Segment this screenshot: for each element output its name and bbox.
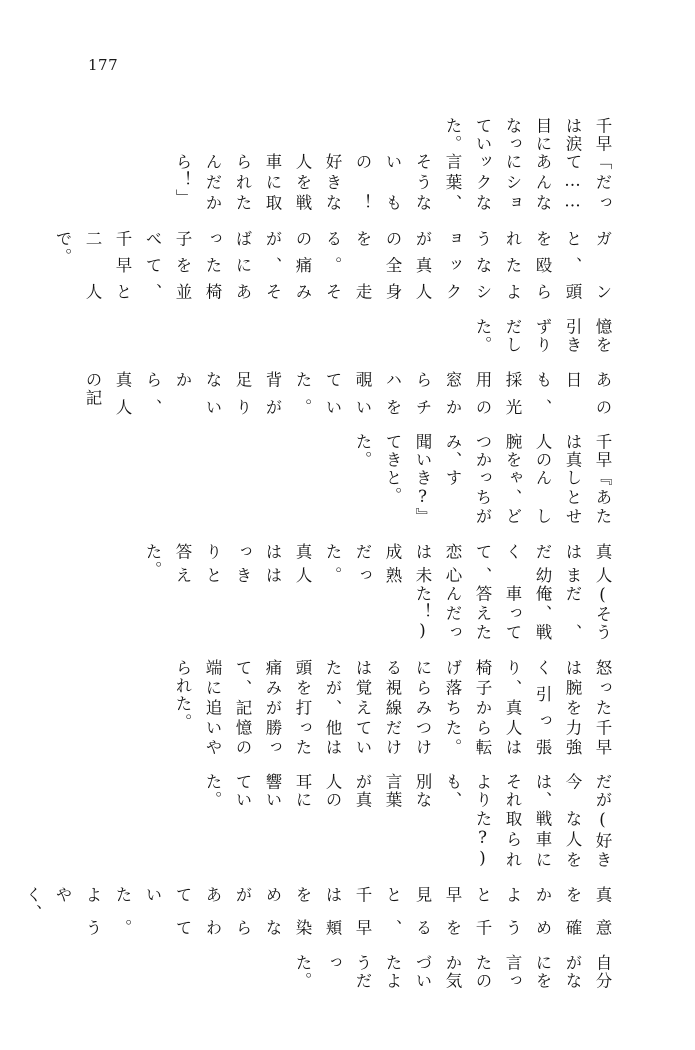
- paragraph: 自分がなにを言ったのか気づいたようだった。: [293, 953, 612, 990]
- paragraph: (好きな人を戦車に取られた?): [473, 809, 612, 869]
- paragraph: 『あたしとせんしゃ、どっちがすき?』と。: [383, 469, 612, 527]
- paragraph: 千早は真人の腕をつかみ、聞いてきた。: [353, 433, 612, 470]
- paragraph: 怒った千早は腕を力強く引っ張り、真人は椅子から転げ落ちた。にらみつける視線だけは覚えていたが、他は頭を打った痛みが勝って、記憶の端に追いやられた。: [173, 658, 612, 757]
- paragraph: 真意を確かめようと千早を見ると、千早は頬を染めながらあわてていた。ようやく、: [23, 885, 612, 937]
- paragraph: (そうだ、俺、戦車って答えたんだった！): [413, 584, 612, 642]
- paragraph: あの日も、採光用の窓からチハを覗いていた。背が足りないから、真人の記: [83, 370, 612, 417]
- paragraph: 憶を引きずりだした。: [473, 317, 612, 354]
- paragraph: だが今は、それよりも、別な言葉が真人の耳に響いていた。: [203, 773, 612, 810]
- paragraph: 千早は涙目になっていた。: [443, 117, 612, 154]
- paragraph: 「だって……あんなにショックな言葉、そうないもの！ 好きな人を戦車に取られたんだから！」: [173, 153, 612, 231]
- page-number: 177: [88, 56, 119, 74]
- paragraph: 真人はまだ幼くて、恋心は未成熟だった。真人ははっきりと答えた。: [143, 543, 612, 585]
- paragraph: ガンと、頭を殴られたようなショックが真人の全身を走る。その痛みが、そばにあった椅子を並べて、千早と二人で。: [53, 229, 612, 301]
- body-text-block: [23, 100, 617, 990]
